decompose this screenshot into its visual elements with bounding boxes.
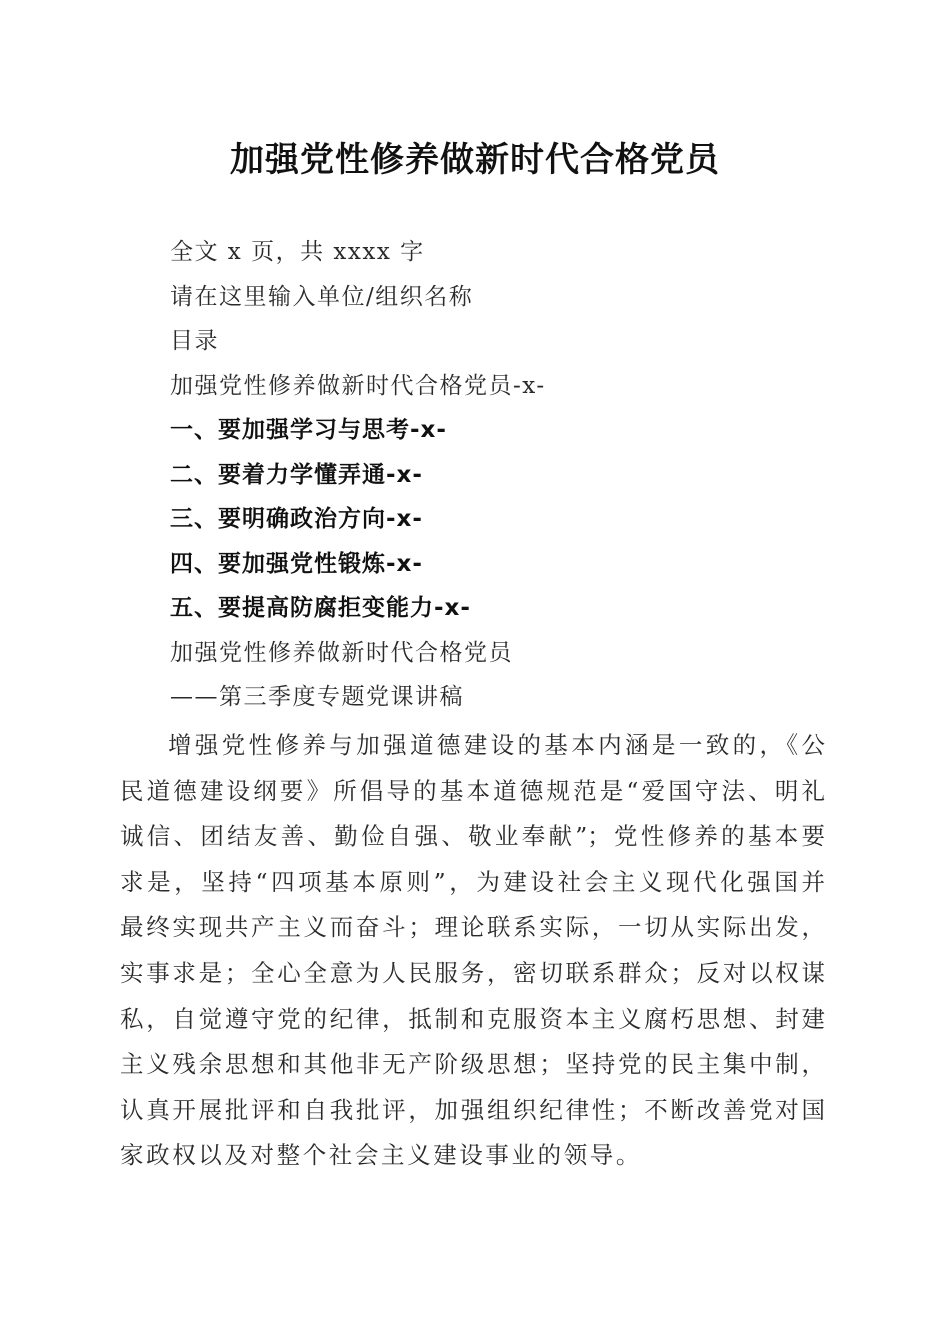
organization-name: 请在这里输入单位/组织名称 <box>170 283 474 310</box>
paragraph-line: 实事求是；全心全意为人民服务，密切联系群众；反对以权谋 <box>120 958 825 987</box>
toc-section-5: 五、要提高防腐拒变能力-x- <box>170 595 471 621</box>
paragraph-line: 求是，坚持“四项基本原则”，为建设社会主义现代化强国并 <box>120 867 825 896</box>
paragraph-line: 最终实现共产主义而奋斗；理论联系实际，一切从实际出发， <box>120 913 825 942</box>
paragraph-line: 私，自觉遵守党的纪律，抵制和克服资本主义腐朽思想、封建 <box>120 1004 825 1033</box>
body-paragraph <box>120 723 825 1179</box>
word-count: 全文 x 页，共 xxxx 字 <box>170 239 425 265</box>
paragraph-line: 家政权以及对整个社会主义建设事业的领导。 <box>120 1141 642 1170</box>
paragraph-line: 诚信、团结友善、勤俭自强、敬业奉献”；党性修养的基本要 <box>120 822 825 851</box>
paragraph-line: 主义残余思想和其他非无产阶级思想；坚持党的民主集中制， <box>120 1050 825 1079</box>
document-title: 加强党性修养做新时代合格党员 <box>230 140 720 180</box>
toc-main-entry: 加强党性修养做新时代合格党员-x- <box>170 372 546 399</box>
toc-section-4: 四、要加强党性锻炼-x- <box>170 550 423 577</box>
paragraph-line: 认真开展批评和自我批评，加强组织纪律性；不断改善党对国 <box>120 1095 825 1124</box>
body-title: 加强党性修养做新时代合格党员 <box>170 639 513 666</box>
toc-section-1: 一、要加强学习与思考-x- <box>170 417 447 443</box>
paragraph-line: 增强党性修养与加强道德建设的基本内涵是一致的，《公 <box>168 731 825 759</box>
toc-heading: 目录 <box>170 328 219 354</box>
subtitle: ——第三季度专题党课讲稿 <box>170 684 464 710</box>
front-matter <box>170 230 830 720</box>
paragraph-line: 民道德建设纲要》所倡导的基本道德规范是“爱国守法、明礼 <box>120 776 825 805</box>
toc-section-3: 三、要明确政治方向-x- <box>170 506 423 532</box>
toc-section-2: 二、要着力学懂弄通-x- <box>170 461 423 488</box>
